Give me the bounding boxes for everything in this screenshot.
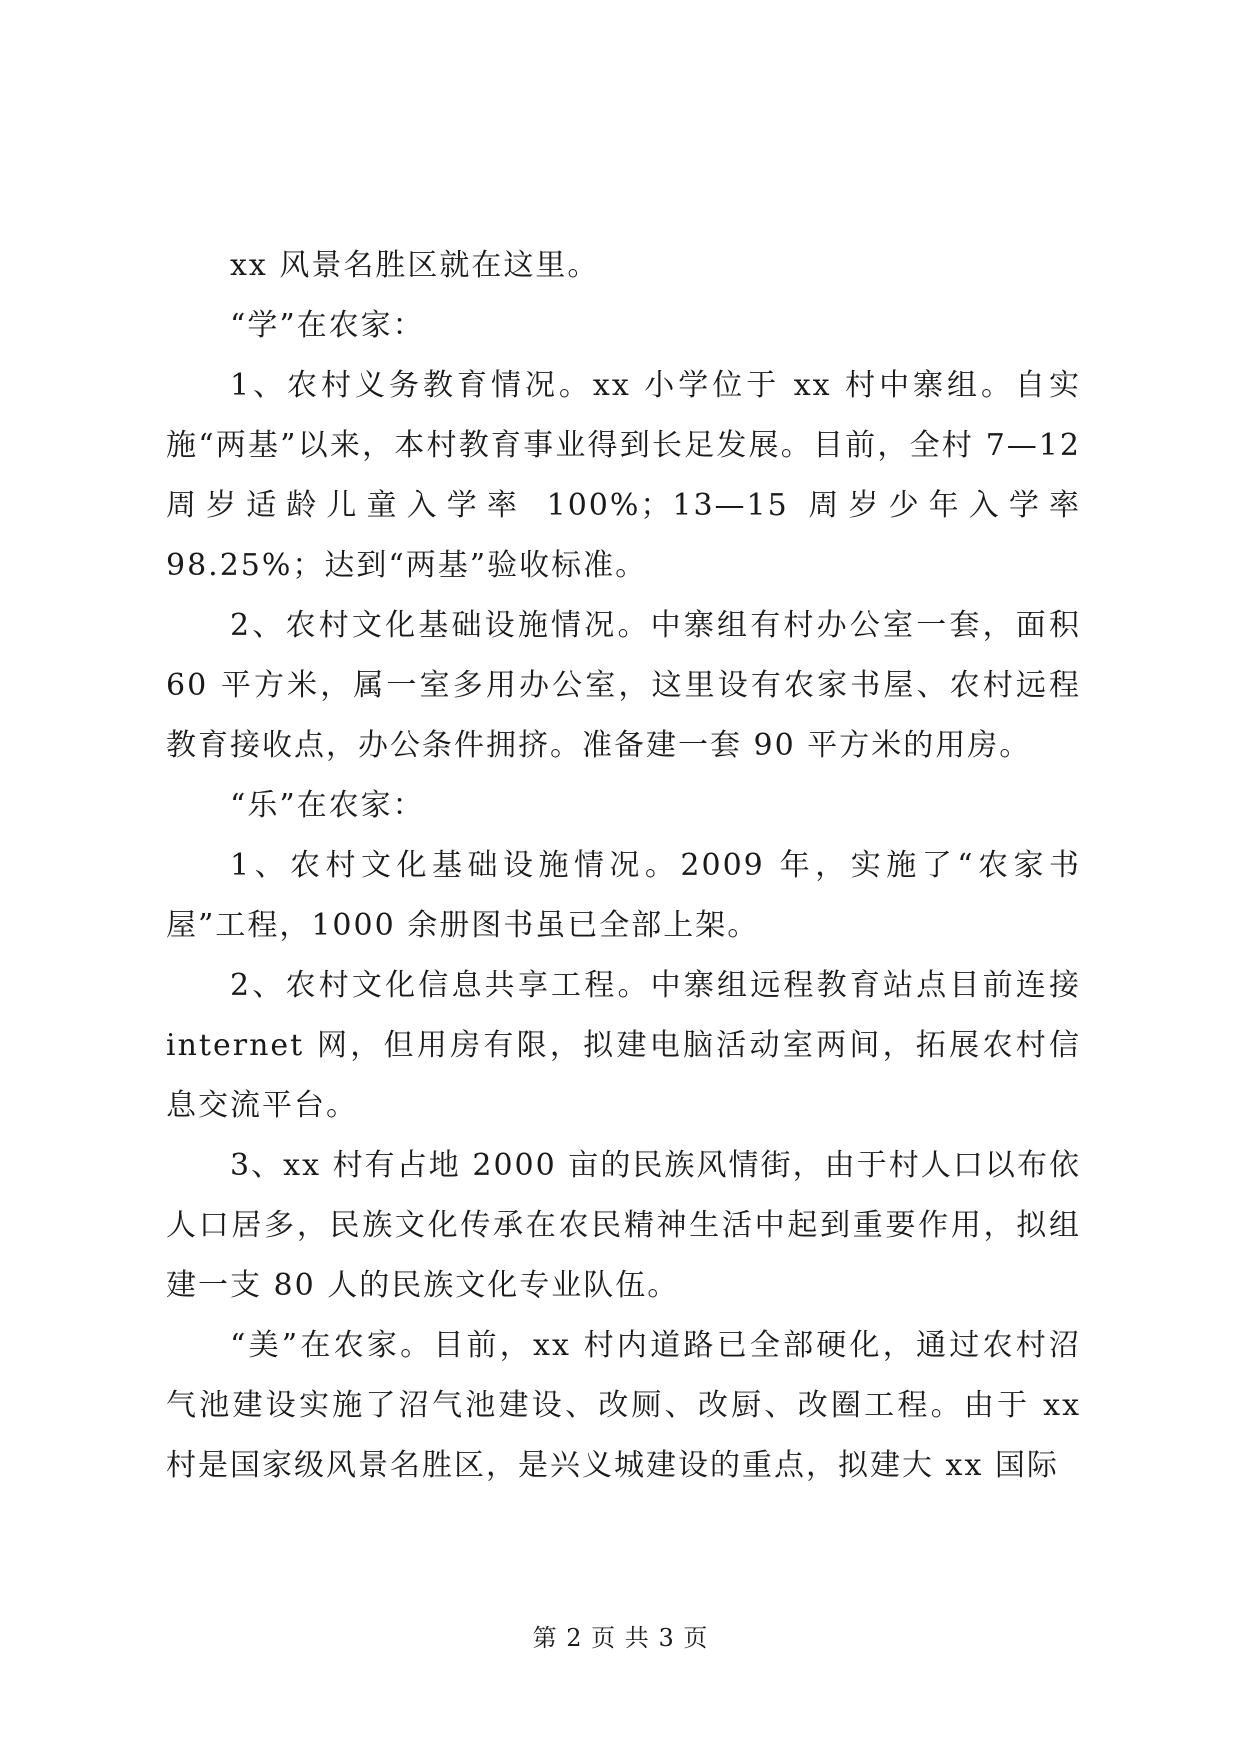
paragraph: “美”在农家。目前，xx 村内道路已全部硬化，通过农村沼气池建设实施了沼气池建设、改厕、改厨、改圈工程。由于 xx 村是国家级风景名胜区，是兴义城建设的重点，拟建大 xx 国际 [166,1328,1081,1483]
paragraph: 1、农村义务教育情况。xx 小学位于 xx 村中寨组。自实施“两基”以来，本村教育事业得到长足发展。目前，全村 7—12 周岁适龄儿童入学率 100%；13—15 周岁少年入学率 98.25%；达到“两基”验收标准。 [166,368,1081,583]
paragraph: xx 风景名胜区就在这里。 [230,248,600,283]
section-heading-learn: “学”在农家： [230,308,425,343]
paragraph: 1、农村文化基础设施情况。2009 年，实施了“农家书屋”工程，1000 余册图书虽已全部上架。 [166,848,1081,943]
document-body [166,236,1081,1496]
paragraph: 2、农村文化信息共享工程。中寨组远程教育站点目前连接 internet 网，但用房有限，拟建电脑活动室两间，拓展农村信息交流平台。 [166,968,1081,1123]
page-footer: 第 2 页 共 3 页 [532,1624,709,1652]
section-heading-fun: “乐”在农家： [230,788,425,823]
paragraph: 3、xx 村有占地 2000 亩的民族风情街，由于村人口以布依人口居多，民族文化传承在农民精神生活中起到重要作用，拟组建一支 80 人的民族文化专业队伍。 [166,1148,1081,1303]
paragraph: 2、农村文化基础设施情况。中寨组有村办公室一套，面积 60 平方米，属一室多用办公室，这里设有农家书屋、农村远程教育接收点，办公条件拥挤。准备建一套 90 平方米的用房。 [166,608,1081,763]
